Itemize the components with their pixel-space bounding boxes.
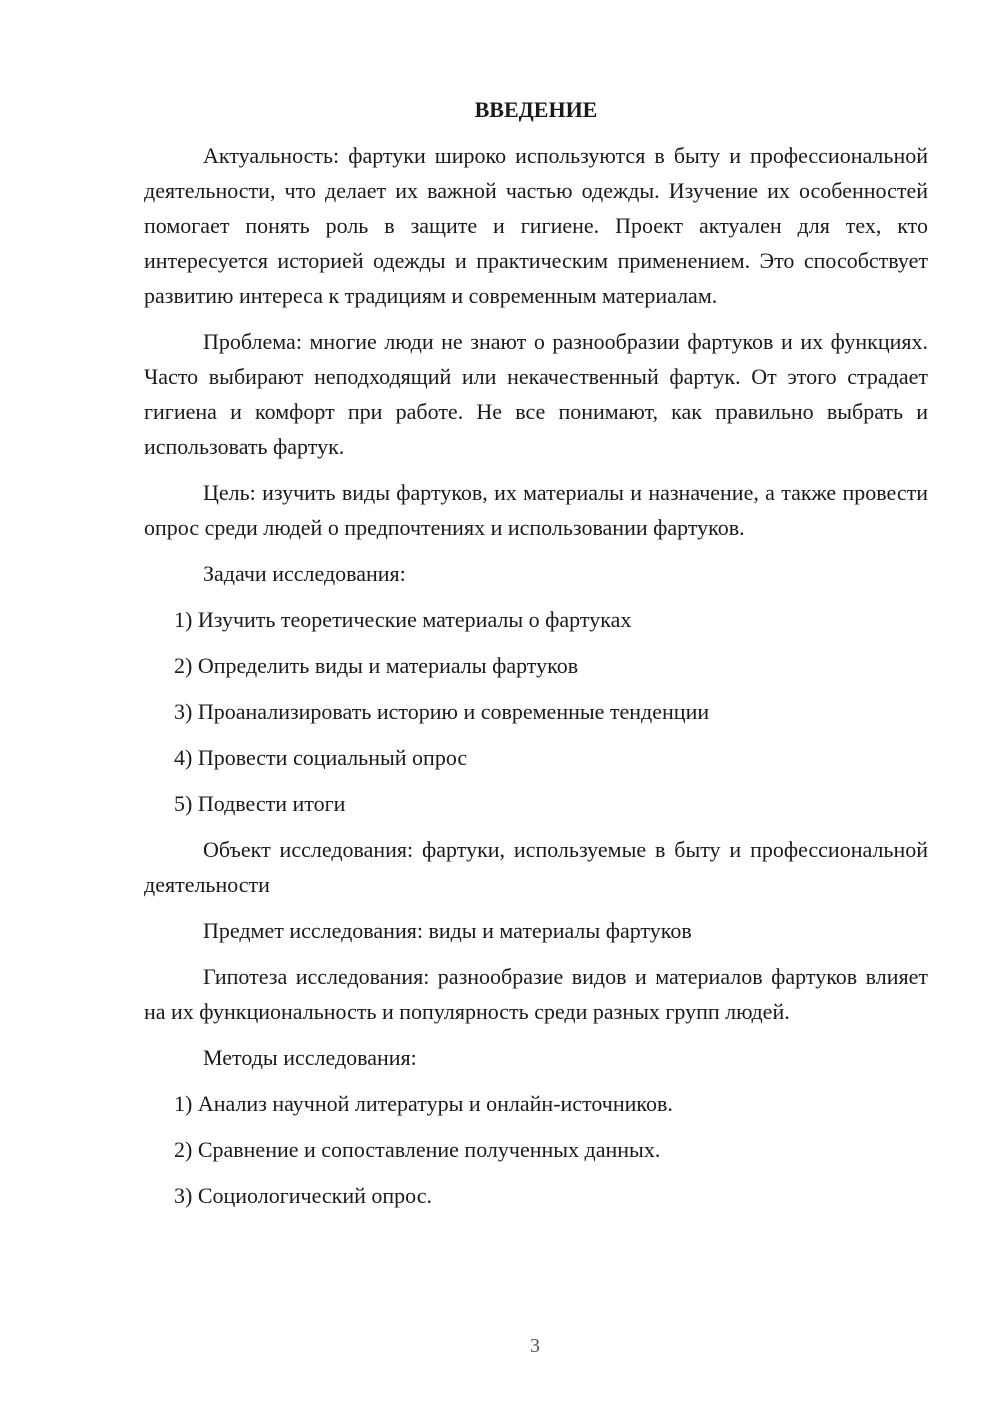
tasks-label: Задачи исследования: [203, 561, 406, 586]
list-item: 2) Сравнение и сопоставление полученных данных. [174, 1137, 661, 1162]
tasks-list [144, 602, 928, 821]
hypothesis-paragraph: Гипотеза исследования: разнообразие видов и материалов фартуков влияет на их функциональность и популярность среди разных групп людей. [144, 964, 928, 1024]
list-item: 1) Изучить теоретические материалы о фартуках [174, 607, 632, 632]
page-title: ВВЕДЕНИЕ [474, 97, 598, 122]
list-item: 4) Провести социальный опрос [174, 745, 468, 770]
list-item: 3) Социологический опрос. [174, 1183, 432, 1208]
goal-paragraph: Цель: изучить виды фартуков, их материалы и назначение, а также провести опрос среди людей о предпочтениях и использовании фартуков. [144, 480, 928, 540]
document-page [144, 96, 928, 1224]
list-item: 3) Проанализировать историю и современные тенденции [174, 699, 710, 724]
page-number: 3 [530, 1335, 540, 1357]
methods-list [144, 1086, 928, 1213]
list-item: 5) Подвести итоги [174, 791, 346, 816]
relevance-paragraph: Актуальность: фартуки широко используются в быту и профессиональной деятельности, что делает их важной частью одежды. Изучение их особенностей помогает понять роль в защите и гигиене. Проект актуален для тех, кто интересуется историей одежды и практическим применением. Это способствует развитию интереса к традициям и современным материалам. [144, 143, 928, 308]
object-paragraph: Объект исследования: фартуки, используемые в быту и профессиональной деятельности [144, 837, 928, 897]
list-item: 1) Анализ научной литературы и онлайн-источников. [174, 1091, 673, 1116]
list-item: 2) Определить виды и материалы фартуков [174, 653, 579, 678]
problem-paragraph: Проблема: многие люди не знают о разнообразии фартуков и их функциях. Часто выбирают неподходящий или некачественный фартук. От этого страдает гигиена и комфорт при работе. Не все понимают, как правильно выбрать и использовать фартук. [144, 329, 928, 459]
methods-label: Методы исследования: [203, 1045, 417, 1070]
subject-paragraph: Предмет исследования: виды и материалы фартуков [203, 918, 692, 943]
